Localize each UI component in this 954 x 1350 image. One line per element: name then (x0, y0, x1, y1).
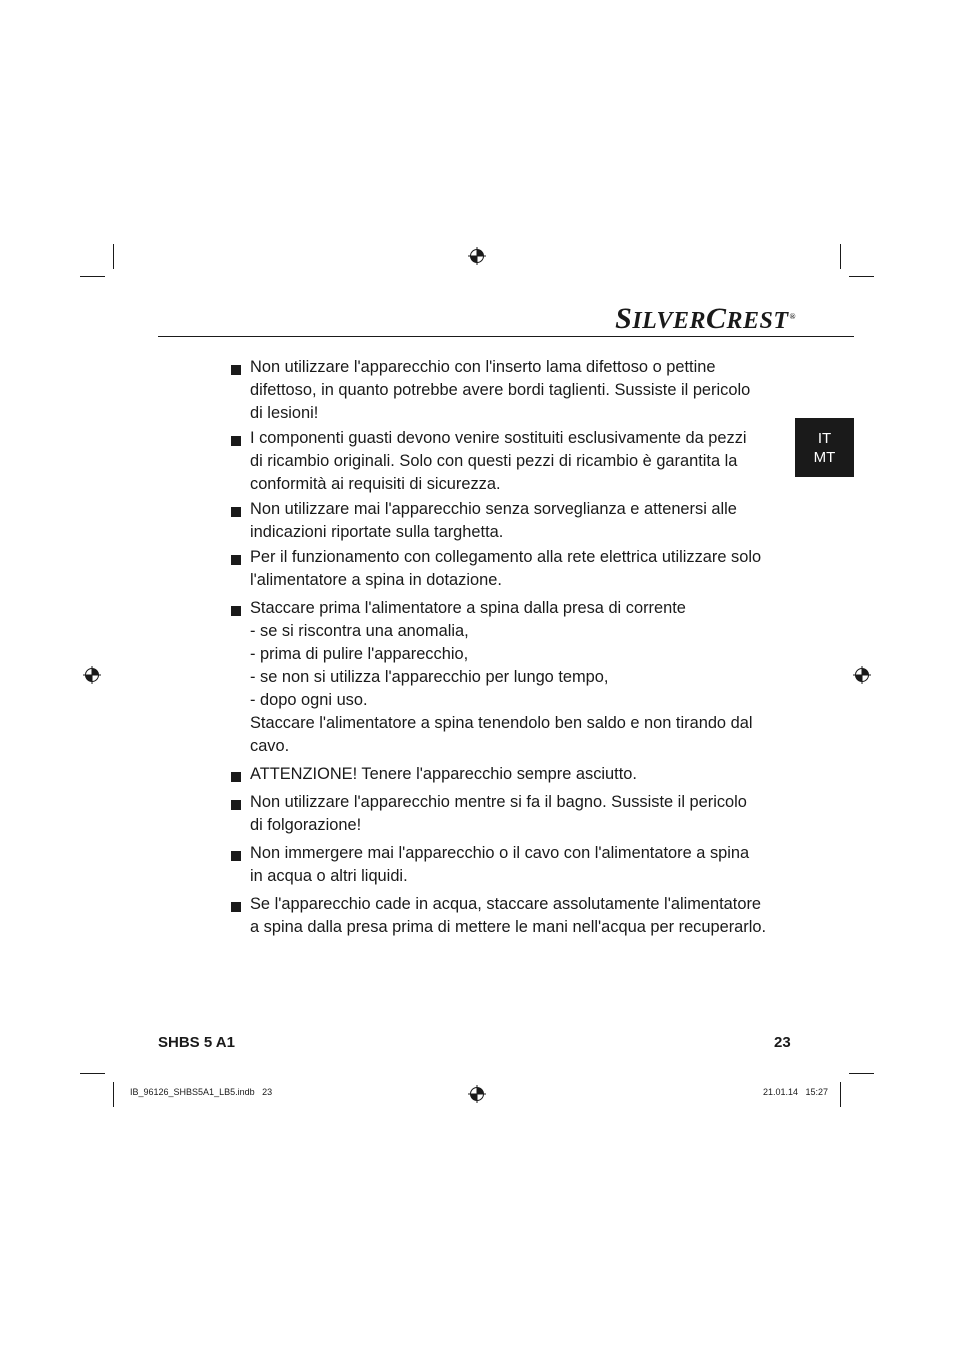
page-number: 23 (774, 1034, 791, 1051)
square-bullet-icon (231, 507, 241, 517)
print-slug-file: IB_96126_SHBS5A1_LB5.indb 23 (130, 1087, 273, 1097)
registration-mark-icon (83, 666, 101, 684)
square-bullet-icon (231, 436, 241, 446)
crop-mark-bottom-right-vertical (840, 1082, 841, 1107)
square-bullet-icon (231, 902, 241, 912)
registration-mark-icon (468, 1085, 486, 1103)
registration-mark-icon (853, 666, 871, 684)
list-item: Non utilizzare mai l'apparecchio senza sorveglianza e attenersi alle indicazioni riportate sulla targhetta. (229, 498, 774, 544)
brand-logo: SILVERCREST® (615, 302, 796, 335)
list-item: Per il funzionamento con collegamento alla rete elettrica utilizzare solo l'alimentatore a spina in dotazione. (229, 546, 774, 592)
crop-mark-bottom-left-horizontal (80, 1073, 105, 1074)
square-bullet-icon (231, 365, 241, 375)
model-number: SHBS 5 A1 (158, 1034, 235, 1051)
list-item: Staccare prima l'alimentatore a spina dalla presa di corrente - se si riscontra una anomalia, - prima di pulire l'apparecchio, - se non si utilizza l'apparecchio per lungo tempo, - dopo ogni uso. Staccare l'alimentatore a spina tenendolo ben saldo e non tirando dal cavo. (229, 597, 774, 758)
language-tab (795, 418, 854, 477)
language-code-mt: MT (813, 448, 836, 466)
crop-mark-bottom-right-horizontal (849, 1073, 874, 1074)
crop-mark-top-right-vertical (840, 244, 841, 269)
list-item: Non utilizzare l'apparecchio con l'inserto lama difettoso o pettine difettoso, in quanto potrebbe avere bordi taglienti. Sussiste il pericolo di lesioni! (229, 356, 774, 425)
header-rule (158, 336, 854, 337)
square-bullet-icon (231, 800, 241, 810)
registration-mark-icon (468, 247, 486, 265)
list-item: Se l'apparecchio cade in acqua, staccare assolutamente l'alimentatore a spina dalla presa prima di mettere le mani nell'acqua per recuperarlo. (229, 893, 774, 939)
crop-mark-top-left-vertical (113, 244, 114, 269)
square-bullet-icon (231, 772, 241, 782)
language-code-it: IT (817, 429, 832, 447)
crop-mark-bottom-left-vertical (113, 1082, 114, 1107)
square-bullet-icon (231, 555, 241, 565)
square-bullet-icon (231, 606, 241, 616)
safety-instructions-list (229, 356, 774, 939)
list-item: ATTENZIONE! Tenere l'apparecchio sempre asciutto. (229, 763, 774, 786)
print-slug-date: 21.01.14 15:27 (763, 1087, 829, 1097)
crop-mark-top-right-horizontal (849, 276, 874, 277)
list-item: Non utilizzare l'apparecchio mentre si fa il bagno. Sussiste il pericolo di folgorazione! (229, 791, 774, 837)
square-bullet-icon (231, 851, 241, 861)
crop-mark-top-left-horizontal (80, 276, 105, 277)
list-item: Non immergere mai l'apparecchio o il cavo con l'alimentatore a spina in acqua o altri liquidi. (229, 842, 774, 888)
list-item: I componenti guasti devono venire sostituiti esclusivamente da pezzi di ricambio originali. Solo con questi pezzi di ricambio è garantita la conformità ai requisiti di sicurezza. (229, 427, 774, 496)
